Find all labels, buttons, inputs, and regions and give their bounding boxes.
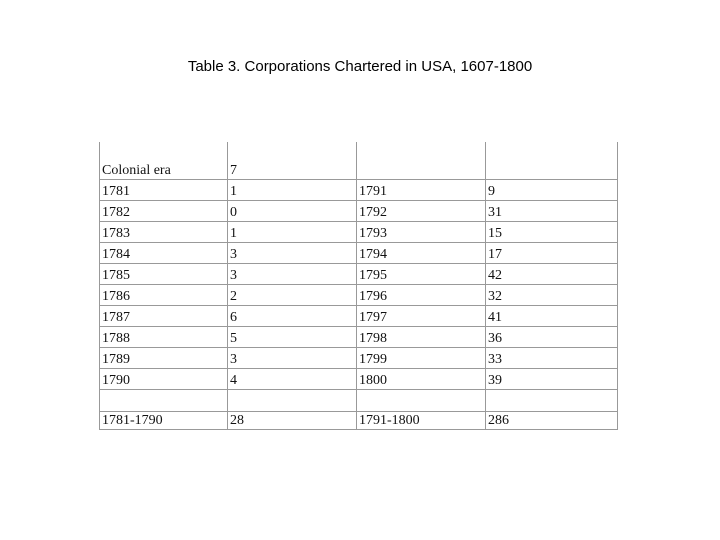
spacer-row: [100, 390, 618, 412]
count-cell: 5: [228, 327, 357, 348]
table-row: [100, 222, 618, 243]
count-cell: 2: [228, 285, 357, 306]
count-cell: 41: [486, 306, 618, 327]
count-cell: 42: [486, 264, 618, 285]
empty-cell: [357, 142, 486, 180]
year-cell: 1782: [100, 201, 228, 222]
count-cell: 6: [228, 306, 357, 327]
corporations-table: [99, 142, 618, 430]
year-cell: 1787: [100, 306, 228, 327]
year-cell: 1796: [357, 285, 486, 306]
year-cell: 1790: [100, 369, 228, 390]
year-cell: 1794: [357, 243, 486, 264]
count-cell: 3: [228, 264, 357, 285]
count-cell: 1: [228, 180, 357, 201]
year-cell: 1798: [357, 327, 486, 348]
count-cell: 17: [486, 243, 618, 264]
table-row: [100, 285, 618, 306]
year-cell: 1792: [357, 201, 486, 222]
count-cell: 9: [486, 180, 618, 201]
empty-cell: [486, 142, 618, 180]
count-cell: 15: [486, 222, 618, 243]
year-cell: 1799: [357, 348, 486, 369]
year-cell: 1784: [100, 243, 228, 264]
total-range-cell: 1791-1800: [357, 412, 486, 430]
count-cell: 0: [228, 201, 357, 222]
total-count-cell: 28: [228, 412, 357, 430]
year-cell: 1783: [100, 222, 228, 243]
colonial-era-row: [100, 142, 618, 180]
year-cell: 1781: [100, 180, 228, 201]
empty-cell: [228, 390, 357, 412]
totals-row: [100, 412, 618, 430]
table-row: [100, 264, 618, 285]
total-range-cell: 1781-1790: [100, 412, 228, 430]
table-row: [100, 243, 618, 264]
count-cell: 3: [228, 348, 357, 369]
table-row: [100, 180, 618, 201]
year-cell: 1785: [100, 264, 228, 285]
empty-cell: [486, 390, 618, 412]
page-title: Table 3. Corporations Chartered in USA, 1607-1800: [187, 58, 533, 75]
count-cell: 39: [486, 369, 618, 390]
count-cell: 32: [486, 285, 618, 306]
table-row: [100, 327, 618, 348]
year-cell: 1795: [357, 264, 486, 285]
table-row: [100, 201, 618, 222]
table-row: [100, 306, 618, 327]
count-cell: 31: [486, 201, 618, 222]
year-cell: 1789: [100, 348, 228, 369]
empty-cell: [100, 390, 228, 412]
year-cell: 1786: [100, 285, 228, 306]
table-row: [100, 369, 618, 390]
year-cell: 1791: [357, 180, 486, 201]
count-cell: 33: [486, 348, 618, 369]
total-count-cell: 286: [486, 412, 618, 430]
count-cell: 36: [486, 327, 618, 348]
count-cell: 4: [228, 369, 357, 390]
empty-cell: [357, 390, 486, 412]
count-cell: 3: [228, 243, 357, 264]
year-cell: 1788: [100, 327, 228, 348]
year-cell: 1797: [357, 306, 486, 327]
year-cell: 1800: [357, 369, 486, 390]
colonial-era-label: Colonial era: [100, 142, 228, 180]
colonial-era-value: 7: [228, 142, 357, 180]
table-row: [100, 348, 618, 369]
year-cell: 1793: [357, 222, 486, 243]
count-cell: 1: [228, 222, 357, 243]
